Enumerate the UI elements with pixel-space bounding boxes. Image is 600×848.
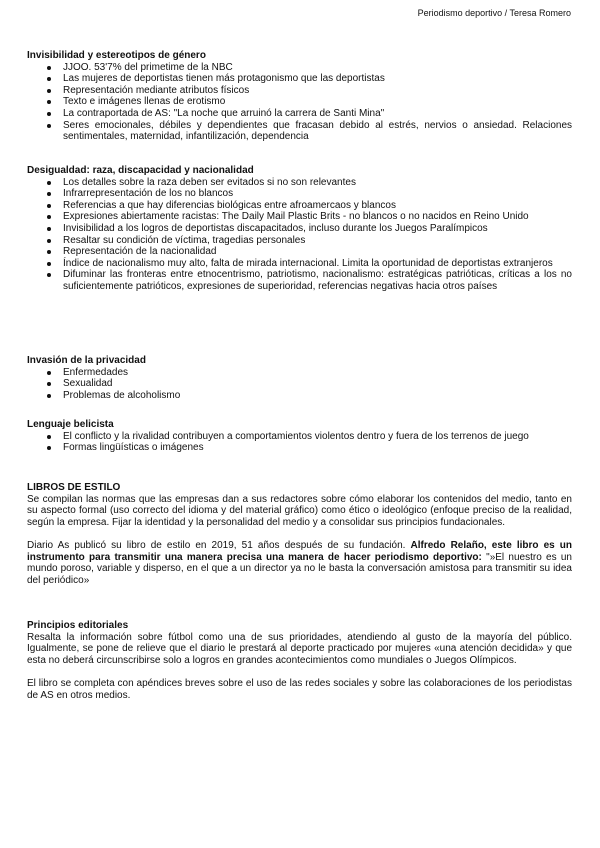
list-item: Índice de nacionalismo muy alto, falta de mirada internacional. Limita la oportunidad de deportistas extranjeros	[63, 258, 572, 270]
list-item: Difuminar las fronteras entre etnocentrismo, patriotismo, nacionalismo: estratégicas patrióticas, críticas a los no suficientemente patrióticos, expresiones de superioridad, referencias negativas hacia otros países	[63, 269, 572, 292]
list-item: Problemas de alcoholismo	[63, 390, 572, 402]
list-item: La contraportada de AS: "La noche que arruinó la carrera de Santi Mina"	[63, 108, 572, 120]
list-item: Enfermedades	[63, 367, 572, 379]
section-heading: Lenguaje belicista	[27, 419, 114, 430]
paragraph: Resalta la información sobre fútbol como una de sus prioridades, atendiendo al gusto de la mayoría del público. Igualmente, se pone de relieve que el diario le prestará al deporte practicado por mujeres «una atención decidida» y que esta no deberá circunscribirse solo a logros en grandes acontecimientos como mundiales o Juegos Olímpicos.	[27, 631, 572, 666]
text: Diario As publicó su libro de estilo en 2019, 51 años después de su fundación.	[27, 539, 411, 551]
section-heading: Principios editoriales	[27, 620, 129, 631]
list-item: Seres emocionales, débiles y dependientes que fracasan debido al estrés, nervios o ansiedad. Relaciones sentimentales, maternidad, infantilización, dependencia	[63, 119, 572, 143]
section-libros-estilo	[27, 482, 572, 586]
quote-text: "»El nuestro es un mundo poroso, variable y disperso, en el que a un director ya no le basta la conversación amistosa para transmitir su idea del periódico»	[27, 551, 572, 586]
section-heading: Desigualdad: raza, discapacidad y nacionalidad	[27, 165, 254, 176]
bullet-list	[27, 177, 572, 293]
section-genero	[27, 50, 572, 143]
section-privacidad	[27, 355, 572, 401]
list-item: El conflicto y la rivalidad contribuyen a comportamientos violentos dentro y fuera de los terrenos de juego	[63, 431, 572, 443]
section-heading: LIBROS DE ESTILO	[27, 482, 121, 493]
list-item: Infrarrepresentación de los no blancos	[63, 188, 572, 200]
paragraph: Se compilan las normas que las empresas dan a sus redactores sobre cómo elaborar los contenidos del medio, tanto en su aspecto formal (uso correcto del idioma y del material gráfico) como ético o ideológico (enfoque preciso de la realidad, según la empresa. Fijar la identidad y la personalidad del medio y a consolidar sus principios fundacionales.	[27, 493, 572, 528]
list-item: Expresiones abiertamente racistas: The Daily Mail Plastic Brits - no blancos o no nacidos en Reino Unido	[63, 211, 572, 223]
list-item: Invisibilidad a los logros de deportistas discapacitados, incluso durante los Juegos Paralímpicos	[63, 223, 572, 235]
section-belicista	[27, 419, 572, 454]
list-item: Los detalles sobre la raza deben ser evitados si no son relevantes	[63, 177, 572, 189]
paragraph: El libro se completa con apéndices breves sobre el uso de las redes sociales y sobre las colaboraciones de los periodistas de AS en otros medios.	[27, 677, 572, 701]
bullet-list	[27, 367, 572, 402]
bold-text: Alfredo Relaño, este libro es un instrumento para transmitir una manera precisa una manera de hacer periodismo deportivo:	[27, 539, 573, 563]
list-item: Resaltar su condición de víctima, tragedias personales	[63, 235, 572, 247]
section-principios	[27, 620, 572, 701]
list-item: Sexualidad	[63, 378, 572, 390]
list-item: Las mujeres de deportistas tienen más protagonismo que las deportistas	[63, 73, 572, 85]
list-item: Referencias a que hay diferencias biológicas entre afroamercaos y blancos	[63, 200, 572, 212]
section-desigualdad	[27, 165, 572, 293]
bullet-list	[27, 431, 572, 454]
section-heading: Invisibilidad y estereotipos de género	[27, 50, 206, 61]
page-header: Periodismo deportivo / Teresa Romero	[417, 8, 571, 18]
list-item: Representación de la nacionalidad	[63, 246, 572, 258]
section-heading: Invasión de la privacidad	[27, 355, 146, 366]
bullet-list	[27, 62, 572, 143]
list-item: JJOO. 53'7% del primetime de la NBC	[63, 62, 572, 74]
list-item: Texto e imágenes llenas de erotismo	[63, 96, 572, 108]
list-item: Formas lingüísticas o imágenes	[63, 442, 572, 454]
list-item: Representación mediante atributos físicos	[63, 85, 572, 97]
paragraph	[27, 540, 572, 586]
